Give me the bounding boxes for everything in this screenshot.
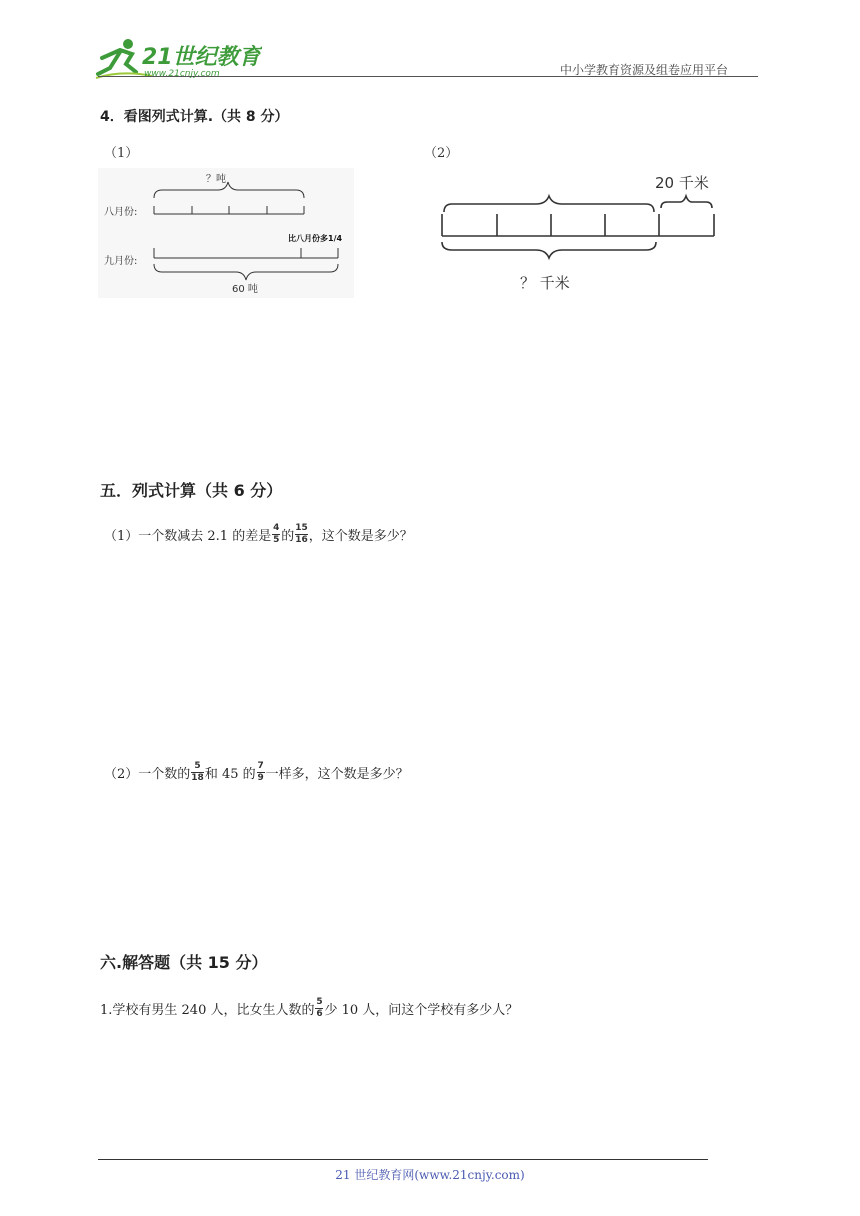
footer-divider: [98, 1159, 708, 1160]
header-divider: [98, 76, 758, 77]
q4-part2-label: （2）: [424, 146, 459, 161]
section6-title: 六.解答题（共 15 分）: [100, 953, 268, 972]
s5p2-suffix: 一样多，这个数是多少？: [265, 767, 409, 782]
s5p1-mid: 的: [281, 529, 295, 544]
section5-title: 五．列式计算（共 6 分）: [100, 481, 283, 500]
runner-logo-icon: [92, 34, 262, 80]
s5p2-mid: 和 45 的: [204, 767, 256, 782]
diagram-1-bottom-label: 60 吨: [232, 284, 258, 295]
diagram-1-row1-label: 八月份:: [104, 207, 138, 218]
footer-link[interactable]: 21 世纪教育网(www.21cnjy.com): [335, 1168, 525, 1182]
q4-part1-label: （1）: [104, 146, 139, 161]
diagram-1-row2-label: 九月份:: [104, 256, 138, 267]
diagram-1-top-label: ？吨: [206, 174, 226, 185]
diagram-2-top-left-brace: [444, 196, 654, 212]
diagram-2-top-right-brace: [661, 196, 712, 208]
section5-problem-1: [104, 524, 413, 545]
diagram-1-background: [98, 168, 354, 298]
diagram-2-top-label: 20 千米: [655, 174, 709, 192]
s6p1-suffix: 少 10 人，问这个学校有多少人？: [324, 1003, 519, 1018]
q4-title: 4．看图列式计算.（共 8 分）: [100, 109, 289, 125]
diagram-2-bottom-label: ？ 千米: [520, 274, 570, 292]
fraction: $\frac{5}{18}$: [191, 761, 204, 783]
diagram-2-bottom-brace: [442, 242, 656, 258]
section6-problem-1: [100, 998, 518, 1019]
diagram-1: [98, 168, 354, 298]
s5p1-suffix: ，这个数是多少？: [308, 529, 413, 544]
s6p1-prefix: 1.学校有男生 240 人，比女生人数的: [100, 1003, 315, 1018]
s5p2-prefix: （2）一个数的: [104, 767, 191, 782]
fraction: $\frac{7}{9}$: [257, 761, 264, 783]
header-platform-text: 中小学教育资源及组卷应用平台: [560, 63, 729, 77]
logo-subtext: www.21cnjy.com: [144, 69, 220, 79]
diagram-2: [436, 166, 726, 298]
fraction: $\frac{5}{6}$: [316, 997, 323, 1019]
fraction: $\frac{4}{5}$: [273, 523, 280, 545]
fraction: $\frac{15}{16}$: [295, 523, 308, 545]
s5p1-prefix: （1）一个数减去 2.1 的差是: [104, 529, 272, 544]
diagram-1-extra-label: 比八月份多1/4: [288, 234, 343, 243]
site-logo: [92, 34, 262, 80]
section5-problem-2: [104, 762, 409, 783]
logo-text: 21世纪教育: [142, 45, 261, 70]
